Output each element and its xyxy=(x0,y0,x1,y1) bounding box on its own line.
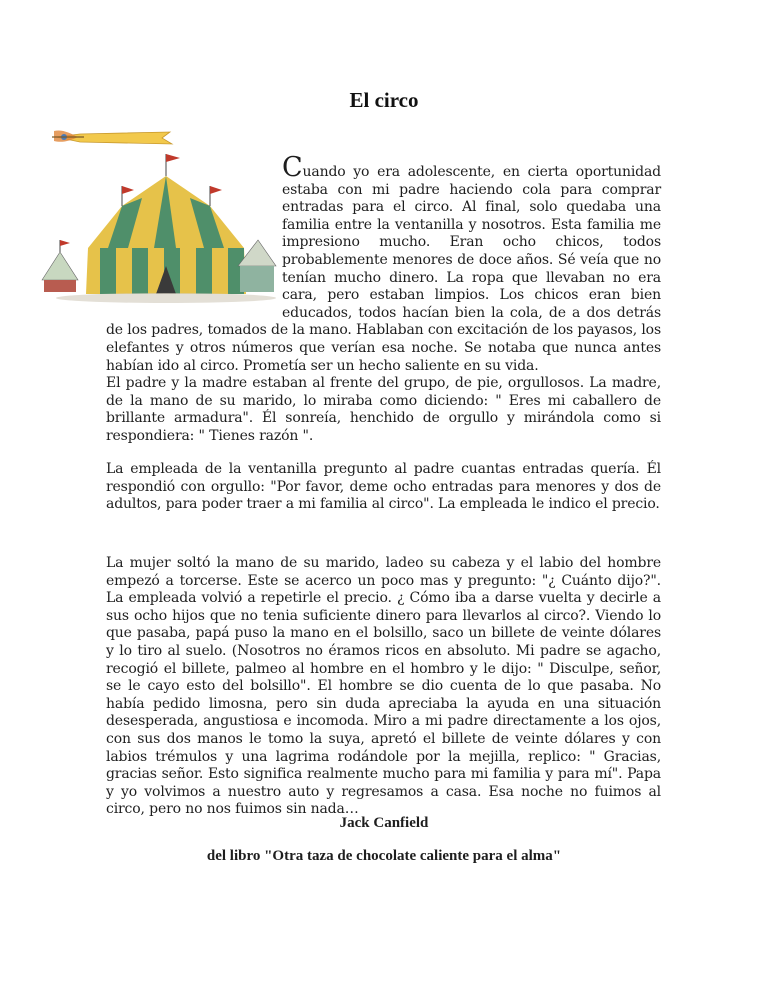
author-name: Jack Canfield xyxy=(339,815,429,831)
book-source: del libro "Otra taza de chocolate caliente para el alma" xyxy=(206,848,562,864)
paragraph-1b-text: El padre y la madre estaban al frente del grupo, de pie, orgullosos. La madre, de la mano de su marido, lo miraba como diciendo: " Eres mi caballero de brillante armadura". Él sonreía, henchido de orgullo y mirándola como si respondiera: " Tienes razón ". xyxy=(106,375,661,444)
paragraph-1 xyxy=(106,152,661,446)
illustration-float xyxy=(106,159,282,313)
paragraph-1-text: uando yo era adolescente, en cierta oportunidad estaba con mi padre haciendo cola para comprar entradas para el circo. Al final, solo quedaba una familia entre la ventanilla y nosotros. Esta familia me impresiono mucho. Eran ocho chicos, todos probablemente menores de doce años. Sé veía que no tenían mucho dinero. La ropa que llevaban no era cara, pero estaban limpios. Los chicos eran bien educados, todos hacían bien la cola, de a dos detrás de los padres, tomados de la mano. Hablaban con excitación de los payasos, los elefantes y otros números que verían esa noche. Se notaba que nunca antes habían ido al circo. Prometía ser un hecho saliente en su vida. xyxy=(106,164,661,374)
pennant-banner-icon xyxy=(50,125,175,150)
page-title: El circo xyxy=(349,88,419,112)
drop-cap: C xyxy=(282,152,303,183)
paragraph-3: La mujer soltó la mano de su marido, ladeo su cabeza y el labio del hombre empezó a torcerse. Este se acerco un poco mas y pregunto: "¿ Cuánto dijo?". La empleada volvió a repetirle el precio. ¿ Cómo iba a darse vuelta y decirle a sus ocho hijos que no tenia suficiente dinero para llevarlos al circo?. Viendo lo que pasaba, papá puso la mano en el bolsillo, saco un billete de veinte dólares y lo tiro al suelo. (Nosotros no éramos ricos en absoluto. Mi padre se agacho, recogió el billete, palmeo al hombre en el hombro y le dijo: " Disculpe, señor, se le cayo esto del bolsillo". El hombre se dio cuenta de lo que pasaba. No había pedido limosna, pero sin duda apreciaba la ayuda en una situación desesperada, angustiosa e incomoda. Miro a mi padre directamente a los ojos, con sus dos manos le tomo la suya, apretó el billete de veinte dólares y con labios trémulos y una lagrima rodándole por la mejilla, replico: " Gracias, gracias señor. Esto significa realmente mucho para mi familia y para mí". Papa y yo volvimos a nuestro auto y regresamos a casa. Esa noche no fuimos al circo, pero no nos fuimos sin nada… xyxy=(106,555,661,818)
paragraph-2: La empleada de la ventanilla pregunto al padre cuantas entradas quería. Él respondió con orgullo: "Por favor, deme ocho entradas para menores y dos de adultos, para poder traer a mi familia al circo". La empleada le indico el precio. xyxy=(106,461,661,513)
